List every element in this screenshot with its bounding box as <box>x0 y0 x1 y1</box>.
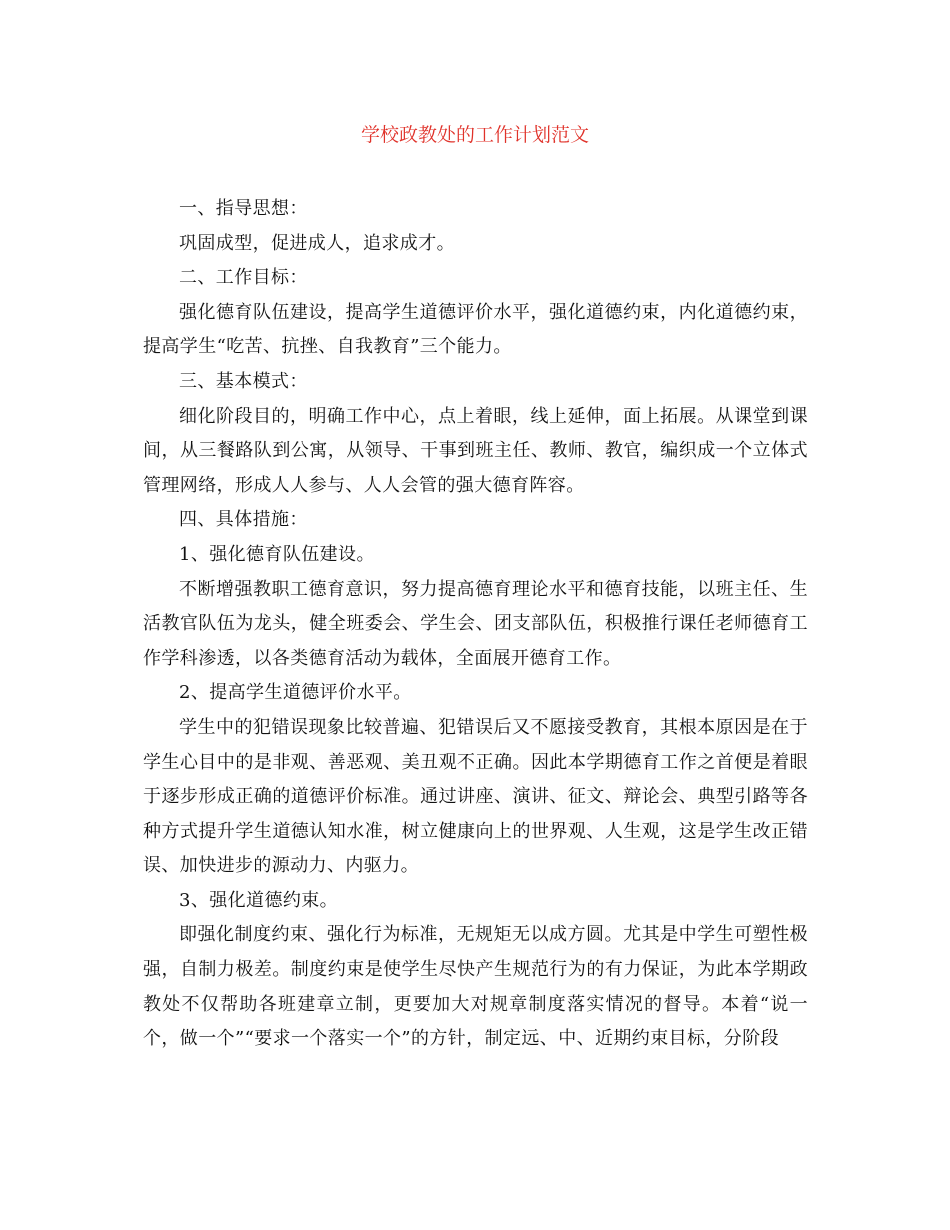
document-title: 学校政教处的工作计划范文 <box>360 124 589 146</box>
paragraph-basic-mode: 细化阶段目的，明确工作中心，点上着眼，线上延伸，面上拓展。从课堂到课间，从三餐路队到公寓，从领导、干事到班主任、教师、教官，编织成一个立体式管理网络，形成人人参与、人人会管的强大德育阵容。 <box>143 405 808 496</box>
heading-guiding-ideology: 一、指导思想： <box>179 198 308 219</box>
heading-basic-mode: 三、基本模式： <box>179 370 308 392</box>
subheading-measure-3: 3、强化道德约束。 <box>179 889 339 911</box>
paragraph-guiding-ideology: 巩固成型，促进成人，追求成才。 <box>179 232 455 254</box>
paragraph-measure-3: 即强化制度约束、强化行为标准，无规矩无以成方圆。尤其是中学生可塑性极强，自制力极差。制度约束是使学生尽快产生规范行为的有力保证，为此本学期政教处不仅帮助各班建章立制，更要加大对规章制度落实情况的督导。本着“说一个，做一个”“要求一个落实一个”的方针，制定远、中、近期约束目标，分阶段 <box>143 924 808 1050</box>
paragraph-measure-1: 不断增强教职工德育意识，努力提高德育理论水平和德育技能，以班主任、生活教官队伍为龙头，健全班委会、学生会、团支部队伍，积极推行课任老师德育工作学科渗透，以各类德育活动为载体，全面展开德育工作。 <box>143 578 808 669</box>
subheading-measure-1: 1、强化德育队伍建设。 <box>179 543 375 565</box>
paragraph-measure-2: 学生中的犯错误现象比较普遍、犯错误后又不愿接受教育，其根本原因是在于学生心目中的是非观、善恶观、美丑观不正确。因此本学期德育工作之首便是着眼于逐步形成正确的道德评价标准。通过讲座、演讲、征文、辩论会、典型引路等各种方式提升学生道德认知水准，树立健康向上的世界观、人生观，这是学生改正错误、加快进步的源动力、内驱力。 <box>143 716 808 877</box>
heading-specific-measures: 四、具体措施： <box>179 509 308 531</box>
heading-work-goals: 二、工作目标： <box>179 267 308 289</box>
subheading-measure-2: 2、提高学生道德评价水平。 <box>179 682 412 704</box>
paragraph-work-goals: 强化德育队伍建设，提高学生道德评价水平，强化道德约束，内化道德约束，提高学生“吃苦、抗挫、自我教育”三个能力。 <box>143 301 808 358</box>
document-body <box>143 192 808 1057</box>
